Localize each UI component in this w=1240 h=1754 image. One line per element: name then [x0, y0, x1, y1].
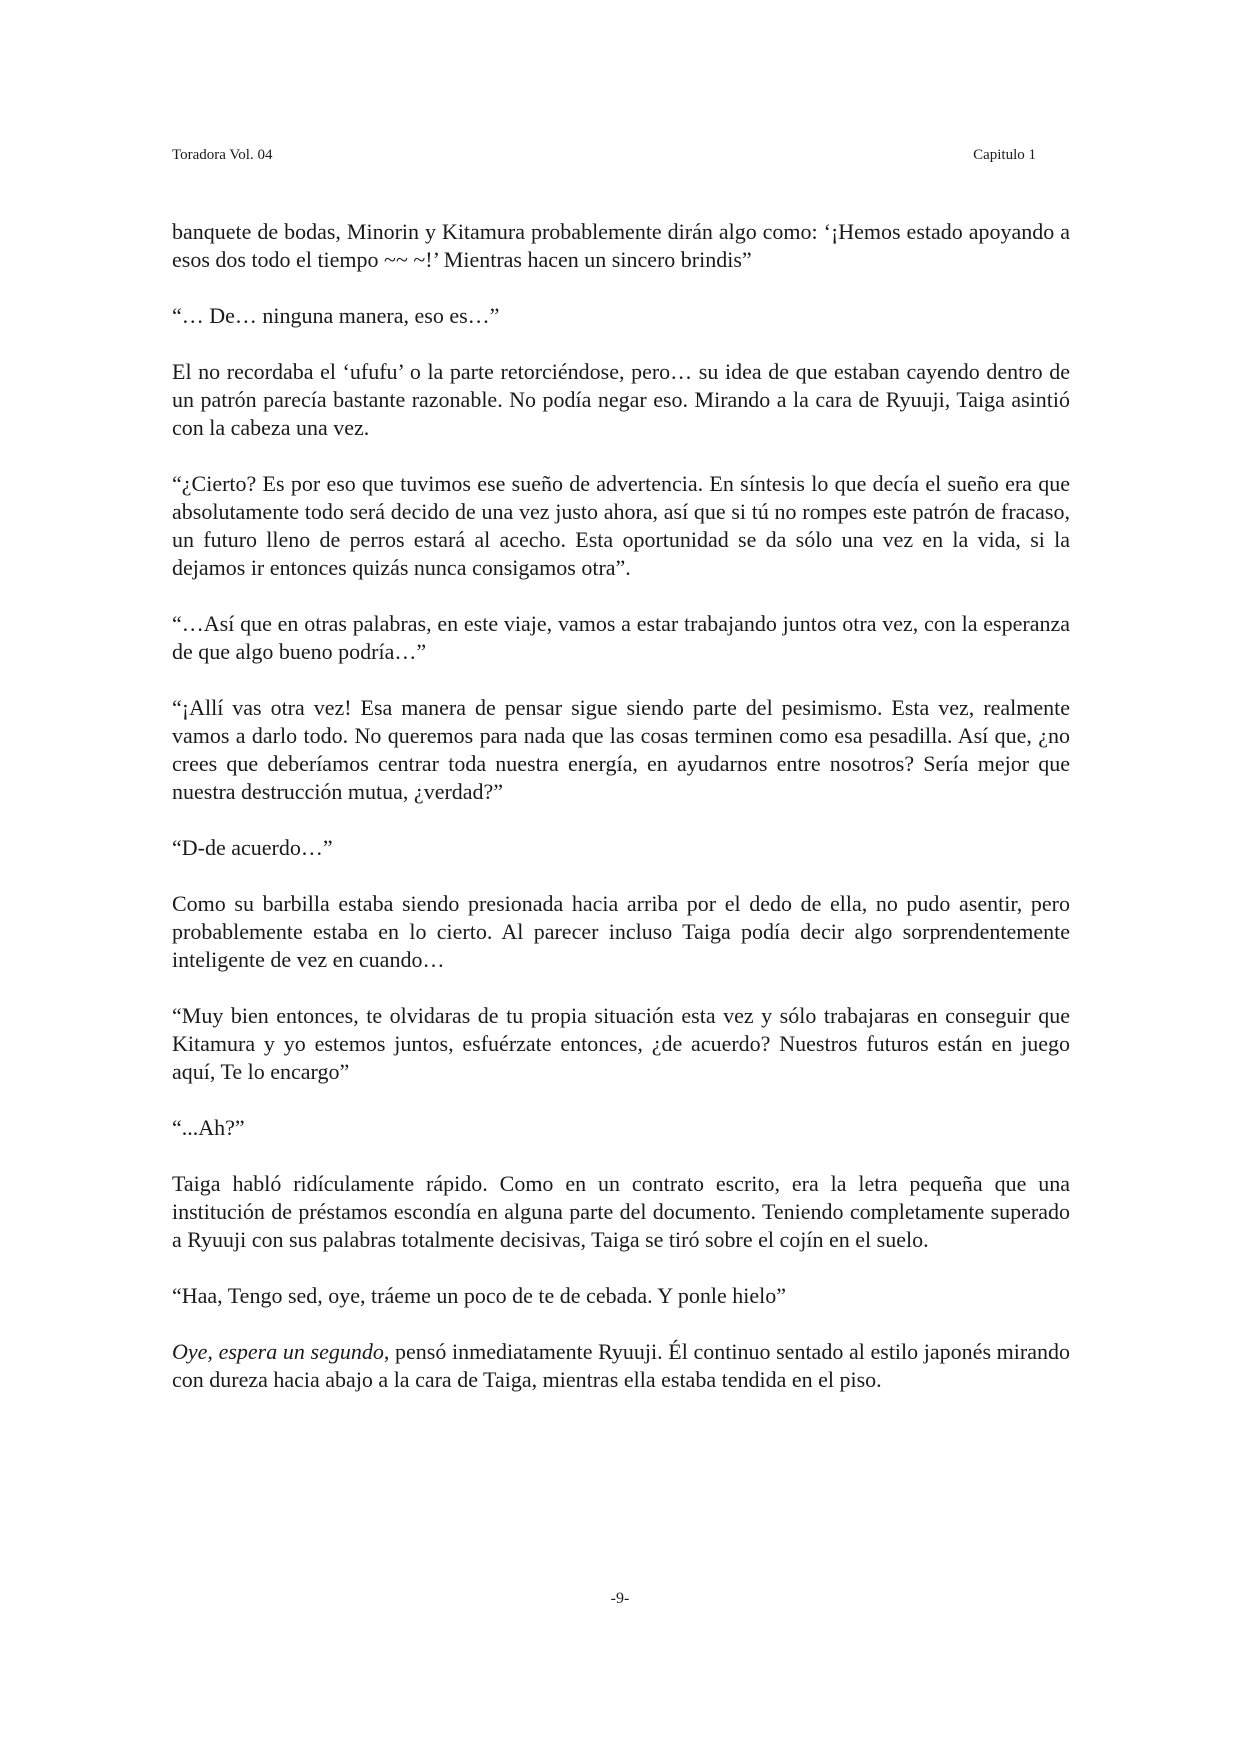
paragraph: “…Así que en otras palabras, en este viaje, vamos a estar trabajando juntos otra vez, con la esperanza de que algo bueno podría…”: [172, 611, 1070, 664]
page-footer: [0, 1589, 1240, 1609]
header-book-title: Toradora Vol. 04: [172, 147, 273, 163]
paragraph: “¿Cierto? Es por eso que tuvimos ese sueño de advertencia. En síntesis lo que decía el sueño era que absolutamente todo será decido de una vez justo ahora, así que si tú no rompes este patrón de fracaso, un futuro lleno de perros estará al acecho. Esta oportunidad se da sólo una vez en la vida, si la dejamos ir entonces quizás nunca consigamos otra”.: [172, 471, 1070, 580]
paragraph: Como su barbilla estaba siendo presionada hacia arriba por el dedo de ella, no pudo asentir, pero probablemente estaba en lo cierto. Al parecer incluso Taiga podía decir algo sorprendentemente inteligente de vez en cuando…: [172, 891, 1070, 972]
paragraph: “...Ah?”: [172, 1115, 245, 1140]
paragraph-last: [172, 1338, 1070, 1394]
paragraph: “D-de acuerdo…”: [172, 835, 333, 860]
paragraph: banquete de bodas, Minorin y Kitamura probablemente dirán algo como: ‘¡Hemos estado apoyando a esos dos todo el tiempo ~~ ~!’ Mientras hacen un sincero brindis”: [172, 219, 1070, 272]
paragraph-rest: , pensó inmediatamente Ryuuji. Él continuo sentado al estilo japonés mirando con dureza hacia abajo a la cara de Taiga, mientras ella estaba tendida en el piso.: [172, 1339, 1070, 1392]
page-body: [172, 218, 1070, 1422]
paragraph: “Haa, Tengo sed, oye, tráeme un poco de te de cebada. Y ponle hielo”: [172, 1283, 787, 1308]
header-chapter: Capitulo 1: [973, 147, 1036, 163]
paragraph: “Muy bien entonces, te olvidaras de tu propia situación esta vez y sólo trabajaras en conseguir que Kitamura y yo estemos juntos, esfuérzate entonces, ¿de acuerdo? Nuestros futuros están en juego aquí, Te lo encargo”: [172, 1003, 1070, 1084]
paragraph: Taiga habló ridículamente rápido. Como en un contrato escrito, era la letra pequeña que una institución de préstamos escondía en alguna parte del documento. Teniendo completamente superado a Ryuuji con sus palabras totalmente decisivas, Taiga se tiró sobre el cojín en el suelo.: [172, 1171, 1070, 1252]
paragraph: “… De… ninguna manera, eso es…”: [172, 303, 500, 328]
paragraph: “¡Allí vas otra vez! Esa manera de pensar sigue siendo parte del pesimismo. Esta vez, realmente vamos a darlo todo. No queremos para nada que las cosas terminen como esa pesadilla. Así que, ¿no crees que deberíamos centrar toda nuestra energía, en ayudarnos entre nosotros? Sería mejor que nuestra destrucción mutua, ¿verdad?”: [172, 695, 1070, 804]
italic-phrase: Oye, espera un segundo: [172, 1339, 384, 1364]
page-number: -9-: [610, 1590, 630, 1607]
paragraph: El no recordaba el ‘ufufu’ o la parte retorciéndose, pero… su idea de que estaban cayendo dentro de un patrón parecía bastante razonable. No podía negar eso. Mirando a la cara de Ryuuji, Taiga asintió con la cabeza una vez.: [172, 359, 1070, 440]
